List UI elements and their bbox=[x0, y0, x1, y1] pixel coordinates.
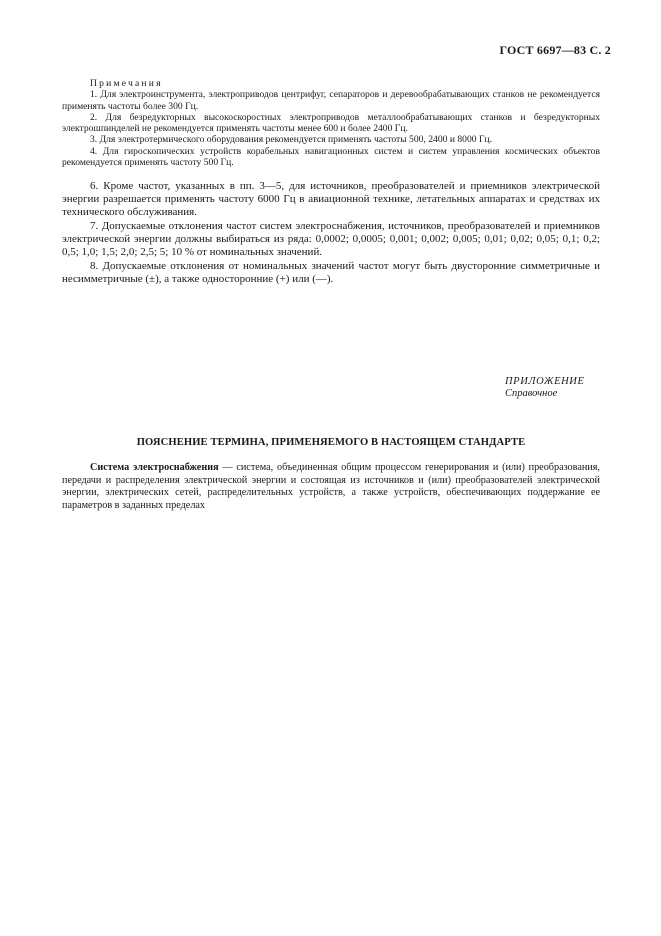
definition-term: Система электроснабжения bbox=[90, 462, 219, 473]
notes-title: Примечания bbox=[90, 78, 163, 89]
clause-6: 6. Кроме частот, указанных в пп. 3—5, для источников, преобразователей и приемников электрической энергии разрешается применять частоту 6000 Гц в авиационной технике, летательных аппаратах и средствах их технического обслуживания. bbox=[62, 180, 600, 218]
note-item-1: 1. Для электроинструмента, электроприводов центрифуг, сепараторов и деревообрабатывающих станков не рекомендуется применять частоты более 300 Гц. bbox=[62, 89, 600, 112]
page-header: ГОСТ 6697—83 С. 2 bbox=[499, 43, 611, 57]
note-item-3: 3. Для электротермического оборудования рекомендуется применять частоты 500, 2400 и 8000 Гц. bbox=[90, 134, 493, 146]
appendix-type: Справочное bbox=[505, 388, 558, 399]
notes-block bbox=[62, 78, 600, 168]
appendix-label: ПРИЛОЖЕНИЕ bbox=[505, 376, 585, 387]
definition-paragraph bbox=[62, 462, 600, 513]
section-title: ПОЯСНЕНИЕ ТЕРМИНА, ПРИМЕНЯЕМОГО В НАСТОЯЩЕМ СТАНДАРТЕ bbox=[136, 437, 526, 448]
clause-7: 7. Допускаемые отклонения частот систем электроснабжения, источников, преобразователей и приемников электрической энергии должны выбираться из ряда: 0,0002; 0,0005; 0,001; 0,002; 0,005; 0,01; 0,02; 0,05; 0,1; 0,2; 0,5; 1,0; 1,5; 2,0; 2,5; 5; 10 % от номинальных значений. bbox=[62, 220, 600, 258]
definition-text: — система, объединенная общим процессом генерирования и (или) преобразования, передачи и распределения электрической энергии и состоящая из источников и (или) преобразователей электрической энергии, электрических сетей, распределительных устройств, а также устройств, обеспечивающих поддержание ее параметров в заданных пределах bbox=[62, 462, 600, 512]
clauses-block bbox=[62, 180, 600, 287]
note-item-2: 2. Для безредукторных высокоскоростных электроприводов металлообрабатывающих станков и безредукторных электрошпинделей не рекомендуется применять частоты менее 600 и более 2400 Гц. bbox=[62, 111, 600, 135]
appendix-label-block bbox=[505, 376, 585, 400]
clause-8: 8. Допускаемые отклонения от номинальных значений частот могут быть двусторонние симметричные и несимметричные (±), а также односторонние (+) или (—). bbox=[62, 260, 600, 285]
definition-block bbox=[62, 462, 600, 513]
note-item-4: 4. Для гироскопических устройств корабельных навигационных систем и систем управления космических объектов рекомендуется применять частоту 500 Гц. bbox=[62, 145, 600, 169]
